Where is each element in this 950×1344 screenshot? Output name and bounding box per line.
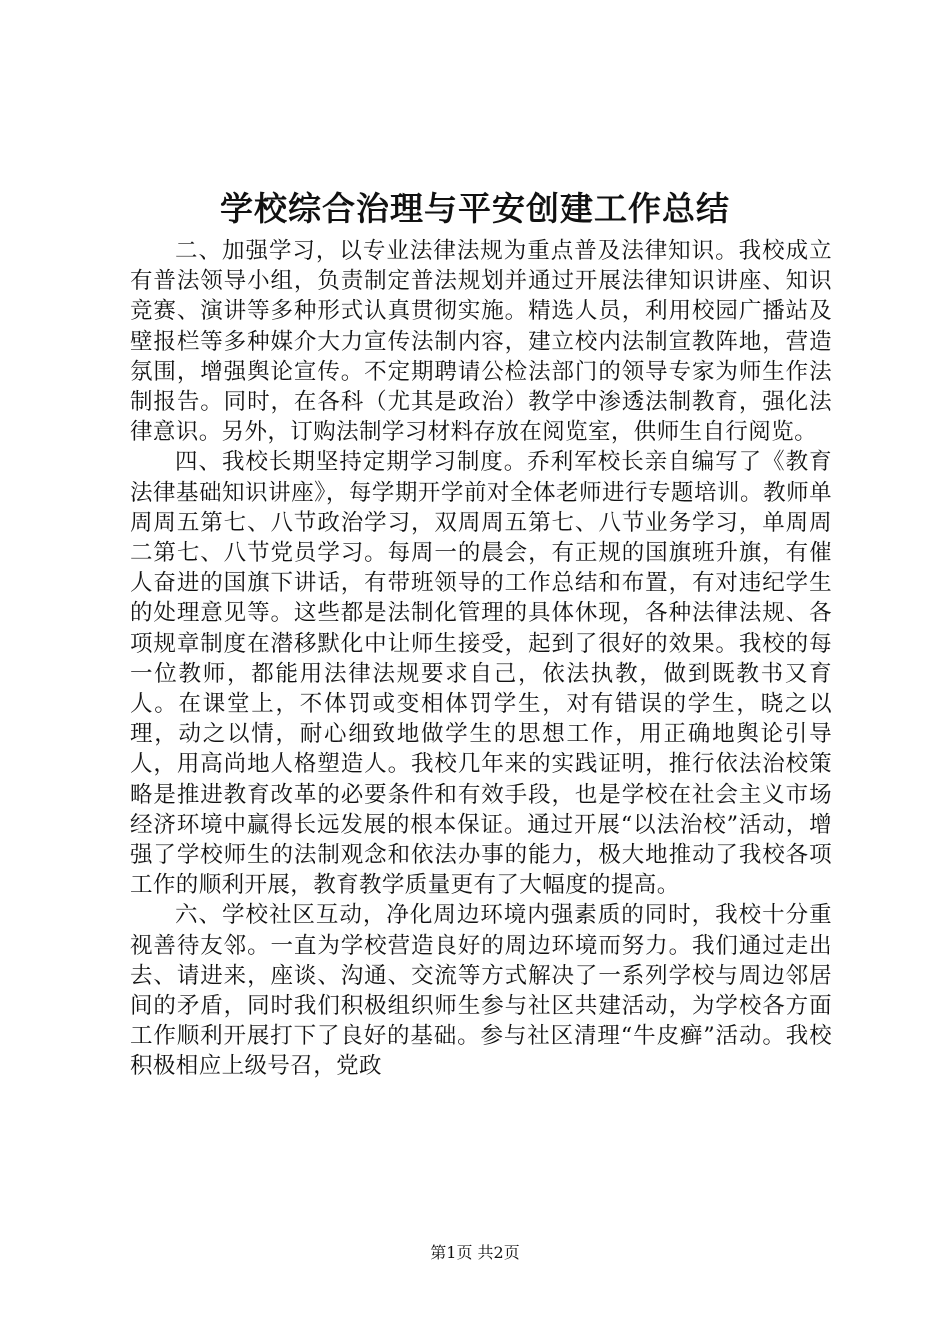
page-number-footer: 第1页 共2页 [430,1243,520,1262]
document-title: 学校综合治理与平安创建工作总结 [220,189,730,228]
paragraph-2: 四、我校长期坚持定期学习制度。乔利军校长亲自编写了《教育法律基础知识讲座》，每学期开学前对全体老师进行专题培训。教师单周周五第七、八节政治学习，双周周五第七、八节业务学习，单周周二第七、八节党员学习。每周一的晨会，有正规的国旗班升旗，有催人奋进的国旗下讲话，有带班领导的工作总结和布置，有对违纪学生的处理意见等。这些都是法制化管理的具体休现，各种法律法规、各项规章制度在潜移默化中让师生接受，起到了很好的效果。我校的每一位教师，都能用法律法规要求自己，依法执教，做到既教书又育人。在课堂上，不体罚或变相体罚学生，对有错误的学生，晓之以理，动之以情，耐心细致地做学生的思想工作，用正确地舆论引导人，用高尚地人格塑造人。我校几年来的实践证明，推行依法治校策略是推进教育改革的必要条件和有效手段，也是学校在社会主义市场经济环境中赢得长远发展的根本保证。通过开展“以法治校”活动，增强了学校师生的法制观念和依法办事的能力，极大地推动了我校各项工作的顺利开展，教育教学质量更有了大幅度的提高。 [130,449,832,899]
document-body [130,236,832,1082]
paragraph-1: 二、加强学习，以专业法律法规为重点普及法律知识。我校成立有普法领导小组，负责制定普法规划并通过开展法律知识讲座、知识竞赛、演讲等多种形式认真贯彻实施。精选人员，利用校园广播站及壁报栏等多种媒介大力宣传法制内容，建立校内法制宣教阵地，营造氛围，增强舆论宣传。不定期聘请公检法部门的领导专家为师生作法制报告。同时，在各科（尤其是政治）教学中渗透法制教育，强化法律意识。另外，订购法制学习材料存放在阅览室，供师生自行阅览。 [130,238,832,446]
paragraph-3: 六、学校社区互动，净化周边环境内强素质的同时，我校十分重视善待友邻。一直为学校营造良好的周边环境而努力。我们通过走出去、请进来，座谈、沟通、交流等方式解决了一系列学校与周边邻居间的矛盾，同时我们积极组织师生参与社区共建活动，为学校各方面工作顺利开展打下了良好的基础。参与社区清理“牛皮癣”活动。我校积极相应上级号召，党政 [130,902,832,1080]
